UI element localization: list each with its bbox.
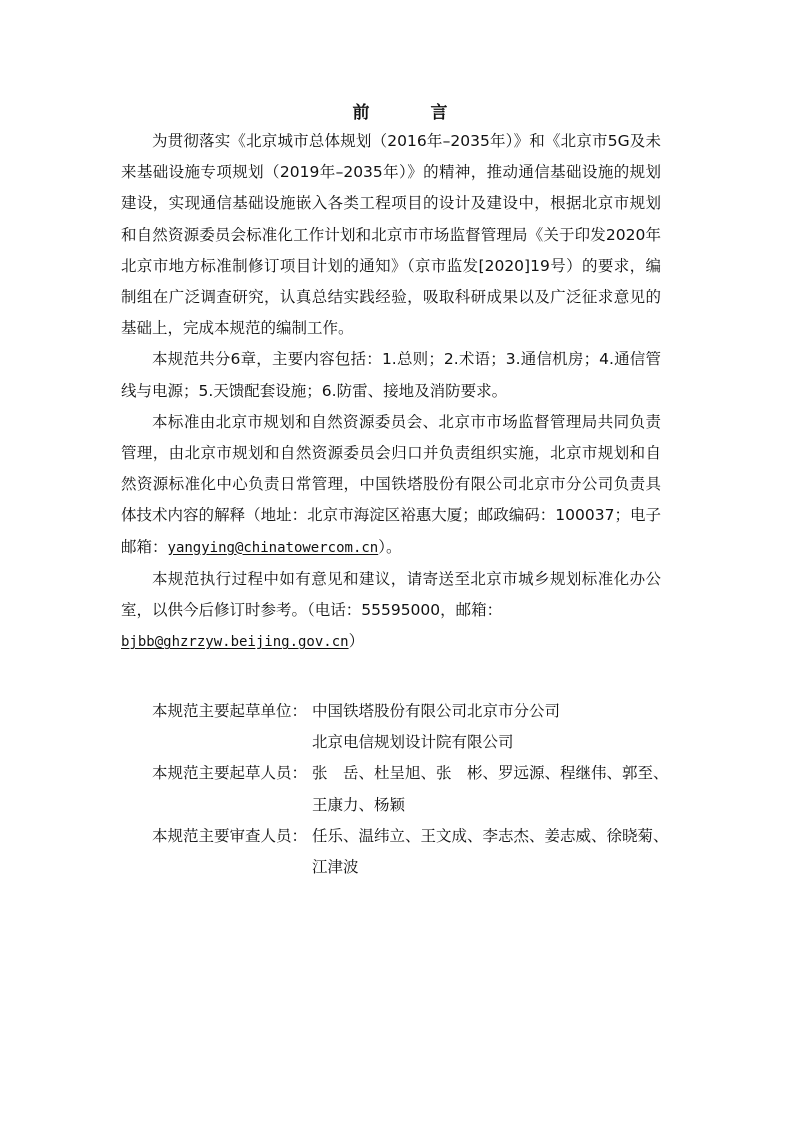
management-text: 本标准由北京市规划和自然资源委员会、北京市市场监督管理局共同负责管理，由北京市规划和自然资源委员会归口并负责组织实施，北京市规划和自然资源标准化中心负责日常管理，中国铁塔股份有限公司北京市分公司负责具体技术内容的解释（地址：北京市海淀区裕惠大厦；邮政编码：100037；电子邮箱： xyxy=(121,412,661,556)
feedback-email-line xyxy=(121,626,661,658)
credits-section xyxy=(152,696,672,883)
reviewers-row xyxy=(152,821,672,883)
drafting-unit-1: 中国铁塔股份有限公司北京市分公司 xyxy=(312,702,561,720)
drafters-list: 张 岳、杜呈旭、张 彬、罗远源、程继伟、郭至、王康力、杨颖 xyxy=(312,764,669,814)
page-title: 前 言 xyxy=(352,103,470,123)
drafting-units-row xyxy=(152,696,672,727)
reviewers-label: 本规范主要审查人员： xyxy=(152,826,308,845)
feedback-email-link[interactable]: bjbb@ghzrzyw.beijing.gov.cn xyxy=(121,634,349,651)
management-suffix: ）。 xyxy=(378,537,402,556)
drafting-unit-2: 北京电信规划设计院有限公司 xyxy=(312,733,514,752)
drafters-label: 本规范主要起草人员： xyxy=(152,764,308,783)
management-paragraph xyxy=(121,407,661,564)
preface-body xyxy=(121,126,661,658)
drafting-units-row-2 xyxy=(152,727,672,758)
feedback-suffix: ） xyxy=(348,632,365,651)
feedback-text: 本规范执行过程中如有意见和建议，请寄送至北京市城乡规划标准化办公室，以供今后修订时参考。（电话：55595000，邮箱： xyxy=(121,569,661,620)
feedback-paragraph xyxy=(121,564,661,626)
drafters-row xyxy=(152,758,672,820)
reviewers-list: 任乐、温纬立、王文成、李志杰、姜志威、徐晓菊、江津波 xyxy=(312,826,669,877)
drafting-units-label: 本规范主要起草单位： xyxy=(152,702,308,720)
management-email-link[interactable]: yangying@chinatowercom.cn xyxy=(167,539,379,556)
contents-paragraph: 本规范共分6章，主要内容包括：1.总则；2.术语；3.通信机房；4.通信管线与电源；5.天馈配套设施；6.防雷、接地及消防要求。 xyxy=(121,350,661,400)
intro-paragraph: 为贯彻落实《北京城市总体规划（2016年–2035年）》和《北京市5G及未来基础设施专项规划（2019年–2035年）》的精神，推动通信基础设施的规划建设，实现通信基础设施嵌入各类工程项目的设计及建设中，根据北京市规划和自然资源委员会标准化工作计划和北京市市场监督管理局《关于印发2020年北京市地方标准制修订项目计划的通知》（京市监发[2020]19号）的要求，编制组在广泛调查研究，认真总结实践经验，吸取科研成果以及广泛征求意见的基础上，完成本规范的编制工作。 xyxy=(121,132,661,338)
